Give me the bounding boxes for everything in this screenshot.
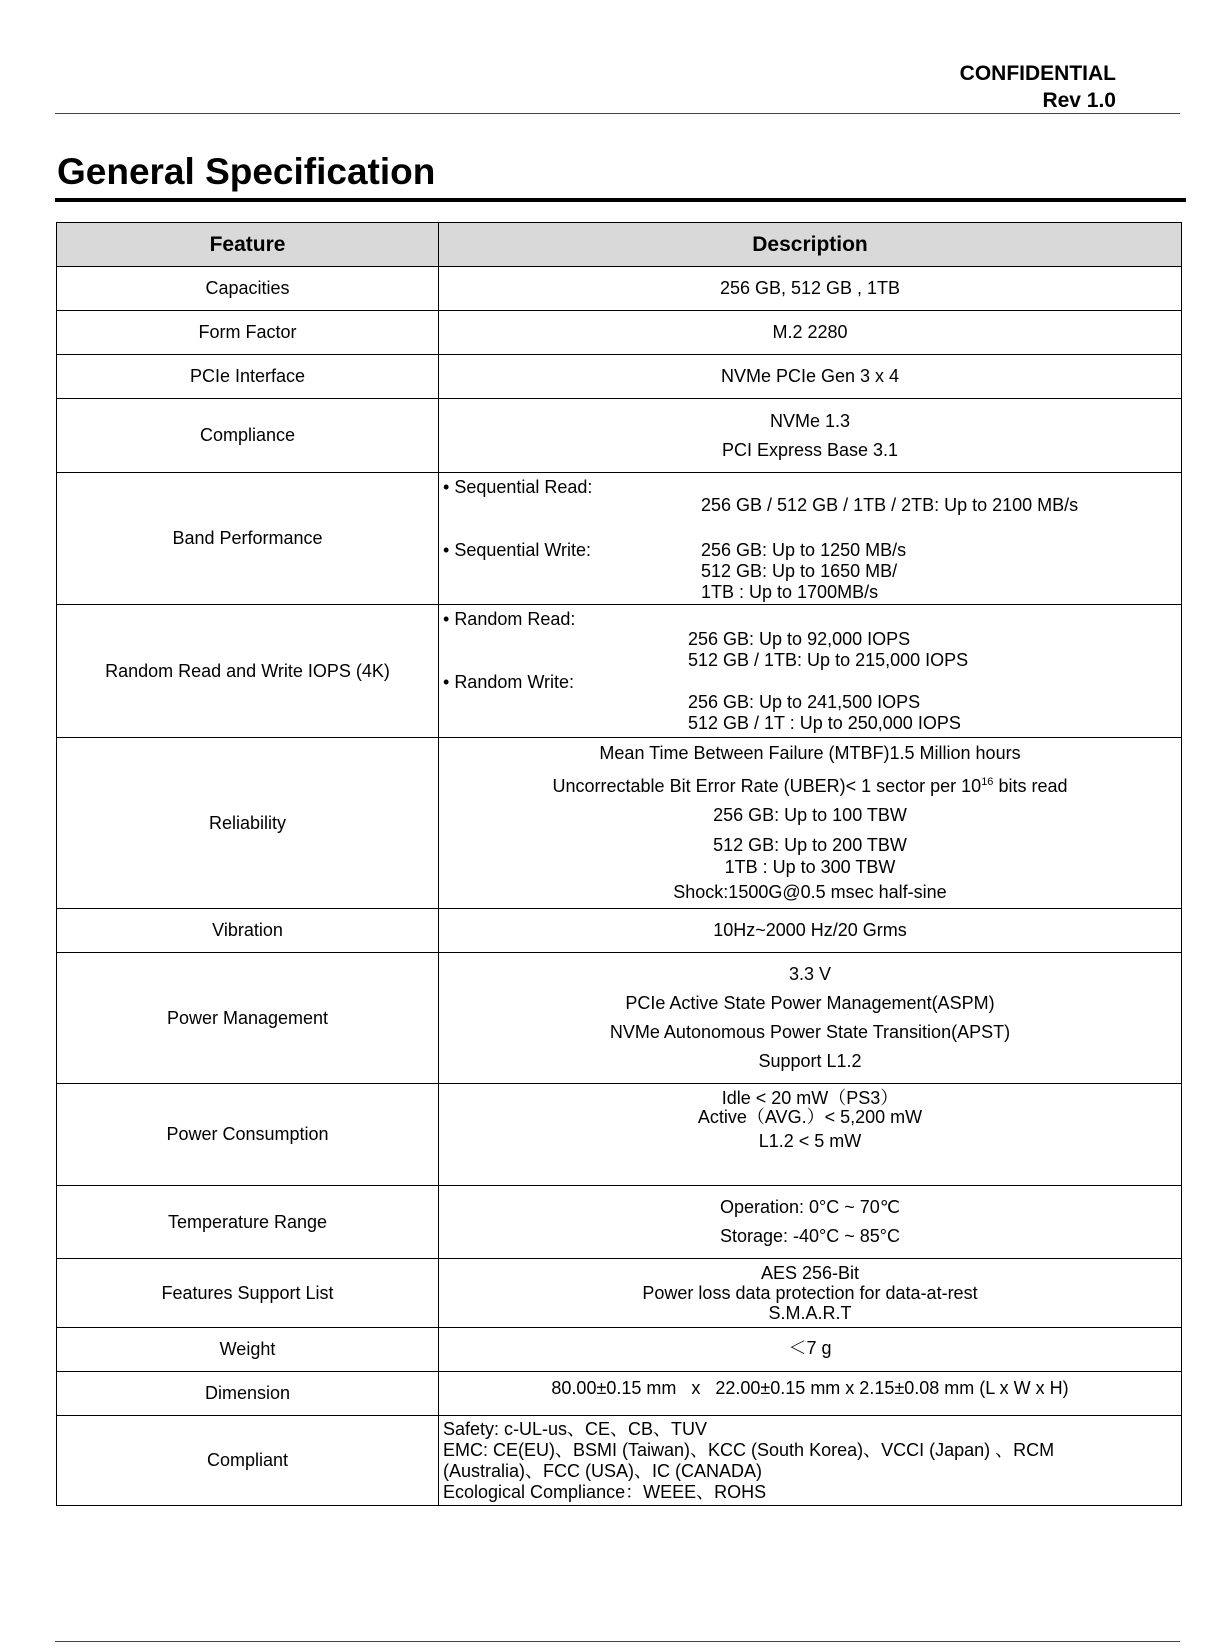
feature-random-iops: Random Read and Write IOPS (4K)	[57, 605, 439, 738]
table-row	[57, 1084, 1182, 1186]
feature-support-line: AES 256-Bit	[760, 1263, 860, 1283]
compliance-line: NVMe 1.3	[769, 410, 851, 431]
desc-vibration: 10Hz~2000 Hz/20 Grms	[439, 909, 1182, 953]
power-cons-line: L1.2 < 5 mW	[758, 1131, 862, 1151]
feature-dimension: Dimension	[57, 1372, 439, 1416]
table-row	[57, 311, 1182, 355]
compliant-line: Safety: c-UL-us、CE、CB、TUV	[443, 1418, 708, 1439]
feature-capacities: Capacities	[57, 267, 439, 311]
sequential-write-value: 512 GB: Up to 1650 MB/	[701, 561, 898, 581]
desc-power-management	[439, 953, 1182, 1084]
temperature-line: Operation: 0°C ~ 70℃	[719, 1197, 900, 1217]
power-mgmt-line: Support L1.2	[758, 1051, 862, 1071]
feature-band-performance: Band Performance	[57, 473, 439, 605]
shock-line: Shock:1500G@0.5 msec half-sine	[673, 882, 947, 902]
desc-random-iops	[439, 605, 1182, 738]
feature-power-management: Power Management	[57, 953, 439, 1084]
table-row	[57, 473, 1182, 605]
feature-support-line: Power loss data protection for data-at-rest	[642, 1283, 978, 1303]
random-write-label: • Random Write:	[443, 672, 574, 693]
table-row	[57, 1328, 1182, 1372]
sequential-write-value: 1TB : Up to 1700MB/s	[701, 582, 879, 602]
desc-power-consumption	[439, 1084, 1182, 1186]
uber-text: Uncorrectable Bit Error Rate (UBER)< 1 sector per 10	[552, 776, 982, 796]
title-underline	[55, 198, 1186, 202]
table-row	[57, 605, 1182, 738]
uber-line	[439, 768, 1181, 801]
document-header	[960, 60, 1116, 114]
power-mgmt-line: NVMe Autonomous Power State Transition(APST)	[609, 1022, 1011, 1042]
table-row	[57, 1186, 1182, 1259]
compliance-line: PCI Express Base 3.1	[721, 439, 899, 460]
power-cons-line: Active（AVG.）< 5,200 mW	[697, 1107, 923, 1127]
description-column-header: Description	[439, 223, 1182, 267]
mtbf-line: Mean Time Between Failure (MTBF)1.5 Million hours	[599, 743, 1021, 763]
desc-dimension: 80.00±0.15 mm x 22.00±0.15 mm x 2.15±0.08 mm (L x W x H)	[439, 1372, 1182, 1416]
random-write-values	[688, 692, 961, 734]
random-read-value: 512 GB / 1TB: Up to 215,000 IOPS	[688, 650, 969, 670]
power-mgmt-line: PCIe Active State Power Management(ASPM)	[625, 993, 995, 1013]
feature-temperature-range: Temperature Range	[57, 1186, 439, 1259]
table-row	[57, 355, 1182, 399]
uber-exponent: 16	[981, 776, 994, 788]
uber-suffix: bits read	[993, 776, 1068, 796]
table-row	[57, 953, 1182, 1084]
random-write-value: 256 GB: Up to 241,500 IOPS	[688, 692, 921, 712]
temperature-line: Storage: -40°C ~ 85°C	[720, 1226, 900, 1246]
table-row	[57, 267, 1182, 311]
compliant-line: EMC: CE(EU)、BSMI (Taiwan)、KCC (South Korea)、VCCI (Japan) 、RCM	[443, 1439, 1055, 1460]
table-row	[57, 738, 1182, 909]
feature-compliant: Compliant	[57, 1416, 439, 1506]
desc-pcie-interface: NVMe PCIe Gen 3 x 4	[439, 355, 1182, 399]
table-row	[57, 399, 1182, 473]
desc-band-performance	[439, 473, 1182, 605]
sequential-read-label: • Sequential Read:	[443, 477, 592, 498]
feature-form-factor: Form Factor	[57, 311, 439, 355]
desc-temperature-range	[439, 1186, 1182, 1259]
random-read-label: • Random Read:	[443, 609, 575, 630]
table-header-row	[57, 223, 1182, 267]
table-row	[57, 1416, 1182, 1506]
revision-label: Rev 1.0	[1042, 89, 1116, 112]
desc-features-support	[439, 1259, 1182, 1328]
feature-features-support: Features Support List	[57, 1259, 439, 1328]
tbw-line: 256 GB: Up to 100 TBW	[713, 805, 907, 825]
feature-weight: Weight	[57, 1328, 439, 1372]
feature-support-line: S.M.A.R.T	[768, 1303, 852, 1323]
desc-compliant	[439, 1416, 1182, 1506]
tbw-line: 1TB : Up to 300 TBW	[724, 857, 896, 877]
power-cons-line: Idle < 20 mW（PS3）	[721, 1088, 899, 1108]
desc-form-factor: M.2 2280	[439, 311, 1182, 355]
compliant-line: (Australia)、FCC (USA)、IC (CANADA)	[443, 1460, 763, 1481]
feature-reliability: Reliability	[57, 738, 439, 909]
table-row	[57, 1372, 1182, 1416]
feature-compliance: Compliance	[57, 399, 439, 473]
page-title: General Specification	[57, 151, 436, 192]
sequential-write-label: • Sequential Write:	[443, 540, 591, 561]
feature-pcie-interface: PCIe Interface	[57, 355, 439, 399]
feature-vibration: Vibration	[57, 909, 439, 953]
header-divider	[55, 113, 1180, 114]
desc-capacities: 256 GB, 512 GB , 1TB	[439, 267, 1182, 311]
sequential-write-values	[701, 540, 906, 603]
power-mgmt-line: 3.3 V	[788, 964, 832, 984]
compliant-line: Ecological Compliance：WEEE、ROHS	[443, 1481, 767, 1502]
confidential-label: CONFIDENTIAL	[959, 62, 1116, 85]
table-row	[57, 909, 1182, 953]
desc-reliability	[439, 738, 1182, 909]
sequential-read-values	[701, 495, 1078, 516]
footer-divider	[55, 1641, 1180, 1642]
feature-column-header: Feature	[57, 223, 439, 267]
random-read-values	[688, 629, 968, 671]
spec-table	[56, 222, 1182, 1506]
sequential-read-value: 256 GB / 512 GB / 1TB / 2TB: Up to 2100 MB/s	[701, 495, 1079, 515]
random-read-value: 256 GB: Up to 92,000 IOPS	[688, 629, 911, 649]
sequential-write-value: 256 GB: Up to 1250 MB/s	[701, 540, 907, 560]
desc-compliance	[439, 399, 1182, 473]
desc-weight: ＜7 g	[439, 1328, 1182, 1372]
feature-power-consumption: Power Consumption	[57, 1084, 439, 1186]
table-row	[57, 1259, 1182, 1328]
random-write-value: 512 GB / 1T : Up to 250,000 IOPS	[688, 713, 961, 733]
tbw-line: 512 GB: Up to 200 TBW	[713, 835, 907, 855]
